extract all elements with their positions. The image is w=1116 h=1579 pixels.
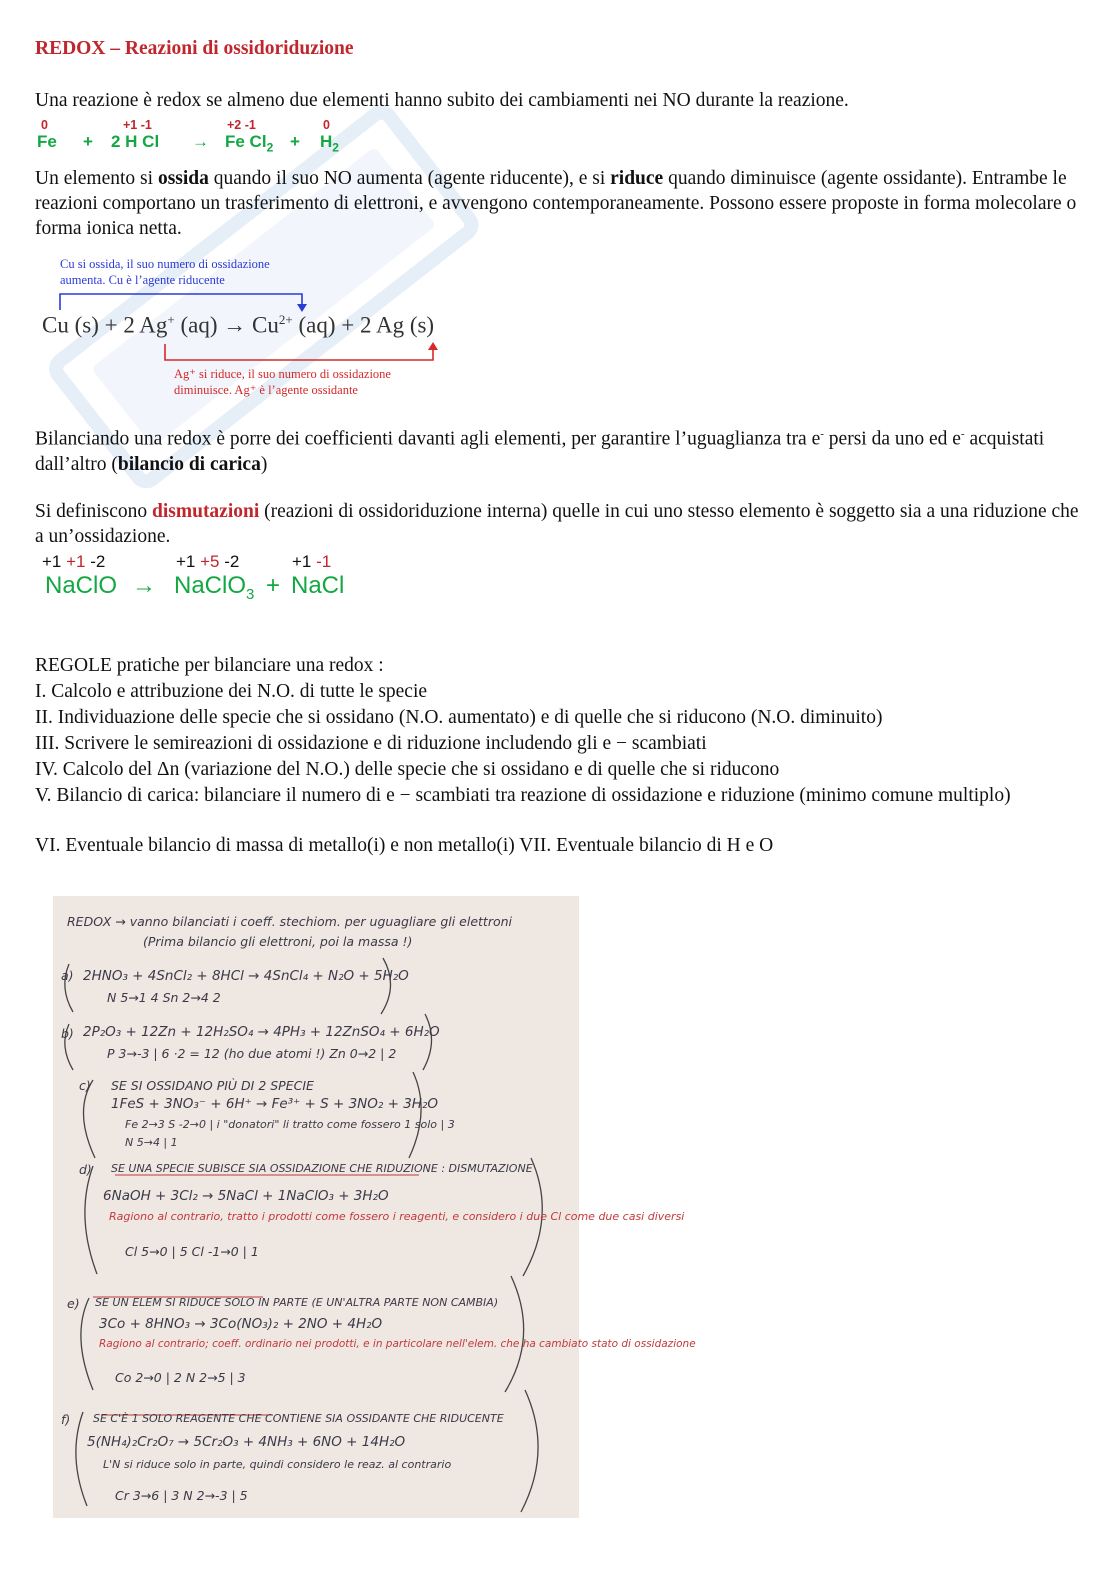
formula-nacl: NaCl (291, 572, 345, 599)
rule-2: II. Individuazione delle specie che si ossidano (N.O. aumentato) e di quelle che si riducono (N.O. diminuito) (35, 707, 883, 728)
note-line-4: N 5→1 4 Sn 2→4 2 (107, 990, 221, 1005)
formula-fe: Fe (37, 132, 57, 151)
oxidation-arrowhead (297, 304, 307, 312)
oxidation-paragraph: Un elemento si ossida quando il suo NO aumenta (agente riducente), e si riduce quando diminuisce (agente ossidante). Entrambe le reazioni comportano un trasferimento di elettroni, e avvengono contemporaneamente. Possono essere proposte in forma molecolare o forma ionica netta. (35, 168, 1077, 239)
rule-3: III. Scrivere le semireazioni di ossidazione e di riduzione includendo gli e − scambiati (35, 733, 707, 754)
note-line-2: (Prima bilancio gli elettroni, poi la massa !) (143, 934, 413, 949)
ox-number-h2: 0 (323, 118, 330, 132)
note-line-8: 1FeS + 3NO₃⁻ + 6H⁺ → Fe³⁺ + S + 3NO₂ + 3H₂O (111, 1096, 438, 1112)
note-line-9: Fe 2→3 S -2→0 | i "donatori" li tratto come fossero 1 solo | 3 (125, 1118, 455, 1131)
note-line-17: Ragiono al contrario; coeff. ordinario nei prodotti, e in particolare nell'elem. che ha cambiato stato di ossidazione (99, 1338, 696, 1350)
intro-paragraph: Una reazione è redox se almeno due elementi hanno subito dei cambiamenti nei NO durante la reazione. (35, 90, 849, 111)
dismutation-paragraph: Si definiscono dismutazioni (reazioni di ossidoriduzione interna) quelle in cui uno stesso elemento è soggetto sia a una riduzione che a un’ossidazione. (35, 501, 1079, 547)
formula-naclo3: NaClO$_3$ (174, 572, 255, 603)
red-annotation-line2: diminuisce. Ag⁺ è l’agente ossidante (174, 383, 358, 397)
note-line-13: Ragiono al contrario, tratto i prodotti come fossero i reagenti, e considero i due Cl come due casi diversi (109, 1210, 685, 1223)
arrow: → (132, 572, 156, 599)
blue-annotation-line1: Cu si ossida, il suo numero di ossidazione (60, 257, 270, 271)
red-annotation-line1: Ag⁺ si riduce, il suo numero di ossidazione (174, 367, 391, 381)
note-line-3: 2HNO₃ + 4SnCl₂ + 8HCl → 4SnCl₄ + N₂O + 5H₂O (83, 968, 409, 984)
note-line-16: 3Co + 8HNO₃ → 3Co(NO₃)₂ + 2NO + 4H₂O (99, 1316, 383, 1332)
rules-heading: REGOLE pratiche per bilanciare una redox : (35, 655, 384, 676)
note-line-15: SE UN ELEM SI RIDUCE SOLO IN PARTE (E UN'ALTRA PARTE NON CAMBIA) (95, 1296, 499, 1309)
reduction-arrowhead (428, 342, 438, 350)
rule-1: I. Calcolo e attribuzione dei N.O. di tutte le specie (35, 681, 428, 702)
note-line-12: 6NaOH + 3Cl₂ → 5NaCl + 1NaClO₃ + 3H₂O (103, 1188, 389, 1204)
cu-ag-diagram (38, 254, 508, 404)
cu-ag-equation: Cu (s) + 2 Ag+ $(aq) \to Cu^{2+}$ (aq) + 2 Ag (s) (42, 312, 435, 338)
page-title: REDOX – Reazioni di ossidoriduzione (35, 38, 354, 59)
blue-annotation-line2: aumenta. Cu è l’agente riducente (60, 273, 225, 287)
note-line-1: REDOX → vanno bilanciati i coeff. stechiom. per uguagliare gli elettroni (67, 914, 513, 929)
ox-naclo3: +1 +5 -2 (176, 552, 240, 571)
reduction-bracket (165, 344, 433, 360)
rule-6: VI. Eventuale bilancio di massa di metallo(i) e non metallo(i) VII. Eventuale bilancio di H e O (35, 835, 774, 856)
note-marker-c: c) (79, 1078, 91, 1093)
formula-hcl: 2 H Cl (111, 132, 160, 151)
ox-number-fecl2: +2 -1 (227, 118, 256, 132)
note-line-20: 5(NH₄)₂Cr₂O₇ → 5Cr₂O₃ + 4NH₃ + 6NO + 14H₂O (87, 1434, 406, 1450)
plus-sign: + (83, 132, 93, 151)
formula-naclo: NaClO (45, 572, 118, 599)
note-line-11: SE UNA SPECIE SUBISCE SIA OSSIDAZIONE CHE RIDUZIONE : DISMUTAZIONE (111, 1162, 533, 1175)
rule-4: IV. Calcolo del Δn (variazione del N.O.) delle specie che si ossidano e di quelle che si riducono (35, 759, 780, 780)
note-line-10: N 5→4 | 1 (125, 1136, 178, 1149)
ox-nacl: +1 -1 (292, 552, 332, 571)
equation-naclo (40, 552, 380, 604)
note-line-18: Co 2→0 | 2 N 2→5 | 3 (115, 1370, 246, 1385)
note-line-14: Cl 5→0 | 5 Cl -1→0 | 1 (125, 1244, 259, 1259)
arrow: → (192, 132, 209, 151)
note-line-21: L'N si riduce solo in parte, quindi considero le reaz. al contrario (103, 1458, 452, 1471)
handwritten-notes-photo (53, 896, 696, 1518)
note-marker-a: a) (61, 968, 74, 983)
note-line-5: 2P₂O₃ + 12Zn + 12H₂SO₄ → 4PH₃ + 12ZnSO₄ + 6H₂O (83, 1024, 440, 1040)
note-marker-e: e) (67, 1296, 80, 1311)
formula-h2: $H_2$ (320, 132, 339, 155)
ox-number-hcl: +1 -1 (123, 118, 152, 132)
plus-sign: + (290, 132, 300, 151)
balancing-paragraph: Bilanciando una redox è porre dei coefficienti davanti agli elementi, per garantire l’uguaglianza tra e- persi da uno ed e- acquistati dall’altro (bilancio di carica) (35, 428, 1045, 475)
rule-5: V. Bilancio di carica: bilanciare il numero di e − scambiati tra reazione di ossidazione e riduzione (minimo comune multiplo) (35, 785, 1011, 806)
formula-fecl2: Fe $Cl_2$ (225, 132, 274, 155)
plus-sign: + (266, 572, 281, 599)
oxidation-bracket (60, 294, 302, 310)
note-line-22: Cr 3→6 | 3 N 2→-3 | 5 (115, 1488, 248, 1503)
note-marker-d: d) (79, 1162, 92, 1177)
note-line-6: P 3→-3 | 6 ·2 = 12 (ho due atomi !) Zn 0→2 | 2 (107, 1046, 397, 1061)
ox-naclo: +1 +1 -2 (42, 552, 106, 571)
equation-fe-hcl (35, 118, 395, 158)
note-marker-f: f) (61, 1412, 71, 1427)
note-marker-b: b) (61, 1026, 74, 1041)
note-line-19: SE C'È 1 SOLO REAGENTE CHE CONTIENE SIA OSSIDANTE CHE RIDUCENTE (93, 1412, 504, 1425)
note-line-7: SE SI OSSIDANO PIÙ DI 2 SPECIE (111, 1078, 314, 1093)
ox-number-fe: 0 (41, 118, 48, 132)
